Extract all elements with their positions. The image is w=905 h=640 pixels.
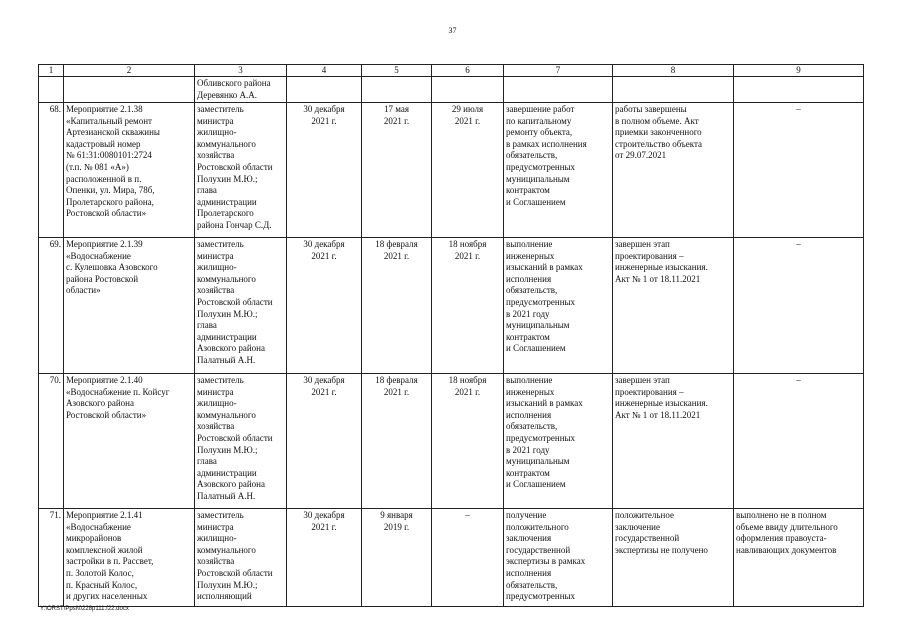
fact-end-cell — [432, 77, 504, 103]
row-number: 71. — [39, 509, 64, 607]
event-cell: Мероприятие 2.1.40 «Водоснабжение п. Койсуг Азовского района Ростовской области» — [64, 374, 195, 509]
problems-cell: – — [734, 374, 864, 509]
responsible-cell: заместитель министра жилищно- коммунального хозяйства Ростовской области Полухин М.Ю.; глава администрации Азовского района Палатный А.Н. — [195, 374, 287, 509]
responsible-cell: заместитель министра жилищно- коммунального хозяйства Ростовской области Полухин М.Ю.; глава администрации Пролетарского района Гончар С.Д. — [195, 103, 287, 238]
planned-result-cell: получение положительного заключения государственной экспертизы в рамках исполнения обязательств, предусмотренных — [504, 509, 613, 607]
header-cell: 2 — [64, 65, 195, 77]
event-cell — [64, 77, 195, 103]
actual-result-cell: завершен этап проектирования – инженерные изыскания. Акт № 1 от 18.11.2021 — [613, 238, 734, 374]
num-cell — [39, 77, 64, 103]
fact-end-cell: 18 ноября 2021 г. — [432, 374, 504, 509]
table-row — [39, 374, 864, 509]
fact-start-cell — [362, 77, 432, 103]
plan-end-cell: 30 декабря 2021 г. — [287, 103, 362, 238]
actual-result-cell: завершен этап проектирования – инженерные изыскания. Акт № 1 от 18.11.2021 — [613, 374, 734, 509]
row-number: 68. — [39, 103, 64, 238]
fact-start-cell: 17 мая 2021 г. — [362, 103, 432, 238]
header-cell: 1 — [39, 65, 64, 77]
plan-end-cell: 30 декабря 2021 г. — [287, 238, 362, 374]
fact-end-cell: 18 ноября 2021 г. — [432, 238, 504, 374]
table-row — [39, 238, 864, 374]
responsible-cell: заместитель министра жилищно- коммунального хозяйства Ростовской области Полухин М.Ю.; глава администрации Азовского района Палатный А.Н. — [195, 238, 287, 374]
responsible-cell: Обливского района Деревянко А.А. — [195, 77, 287, 103]
problems-cell: – — [734, 238, 864, 374]
planned-result-cell — [504, 77, 613, 103]
planned-result-cell: выполнение инженерных изысканий в рамках исполнения обязательств, предусмотренных в 2021 году муниципальным контрактом и Соглашением — [504, 374, 613, 509]
fact-start-cell: 18 февраля 2021 г. — [362, 374, 432, 509]
page-number: 37 — [448, 26, 457, 35]
responsible-cell: заместитель министра жилищно- коммунального хозяйства Ростовской области Полухин М.Ю.; исполняющий — [195, 509, 287, 607]
carry-over-row — [39, 77, 864, 103]
planned-result-cell: завершение работ по капитальному ремонту объекта, в рамках исполнения обязательств, предусмотренных муниципальным контрактом и Соглашением — [504, 103, 613, 238]
problems-cell — [734, 77, 864, 103]
row-number: 69. — [39, 238, 64, 374]
event-cell: Мероприятие 2.1.41 «Водоснабжение микрорайонов комплексной жилой застройки в п. Рассвет, п. Золотой Колос, п. Красный Колос, и других населенных — [64, 509, 195, 607]
event-cell: Мероприятие 2.1.39 «Водоснабжение с. Кулешовка Азовского района Ростовской области» — [64, 238, 195, 374]
header-cell: 7 — [504, 65, 613, 77]
plan-end-cell: 30 декабря 2021 г. — [287, 374, 362, 509]
header-row — [39, 65, 864, 77]
table-row — [39, 509, 864, 607]
actual-result-cell: положительное заключение государственной экспертизы не получено — [613, 509, 734, 607]
header-cell: 8 — [613, 65, 734, 77]
plan-end-cell: 30 декабря 2021 г. — [287, 509, 362, 607]
header-cell: 5 — [362, 65, 432, 77]
actual-result-cell: работы завершены в полном объеме. Акт приемки законченного строительство объекта от 29.07.2021 — [613, 103, 734, 238]
header-cell: 9 — [734, 65, 864, 77]
fact-end-cell: 29 июля 2021 г. — [432, 103, 504, 238]
table-row — [39, 103, 864, 238]
footer-file-path: Y:\ORST\Ppsi\0228p111.f22.docx — [40, 606, 129, 612]
report-table — [38, 64, 864, 607]
row-number: 70. — [39, 374, 64, 509]
actual-result-cell — [613, 77, 734, 103]
header-cell: 3 — [195, 65, 287, 77]
fact-start-cell: 18 февраля 2021 г. — [362, 238, 432, 374]
planned-result-cell: выполнение инженерных изысканий в рамках исполнения обязательств, предусмотренных в 2021 году муниципальным контрактом и Соглашением — [504, 238, 613, 374]
fact-start-cell: 9 января 2019 г. — [362, 509, 432, 607]
event-cell: Мероприятие 2.1.38 «Капитальный ремонт Артезианской скважины кадастровый номер № 61:31:0080101:2724 (т.п. № 081 «А») расположенной в п. Опенки, ул. Мира, 78б, Пролетарского района, Ростовской области» — [64, 103, 195, 238]
header-cell: 6 — [432, 65, 504, 77]
problems-cell: выполнено не в полном объеме ввиду длительного оформления правоуста- навливающих документов — [734, 509, 864, 607]
plan-end-cell — [287, 77, 362, 103]
header-cell: 4 — [287, 65, 362, 77]
fact-end-cell: – — [432, 509, 504, 607]
problems-cell: – — [734, 103, 864, 238]
